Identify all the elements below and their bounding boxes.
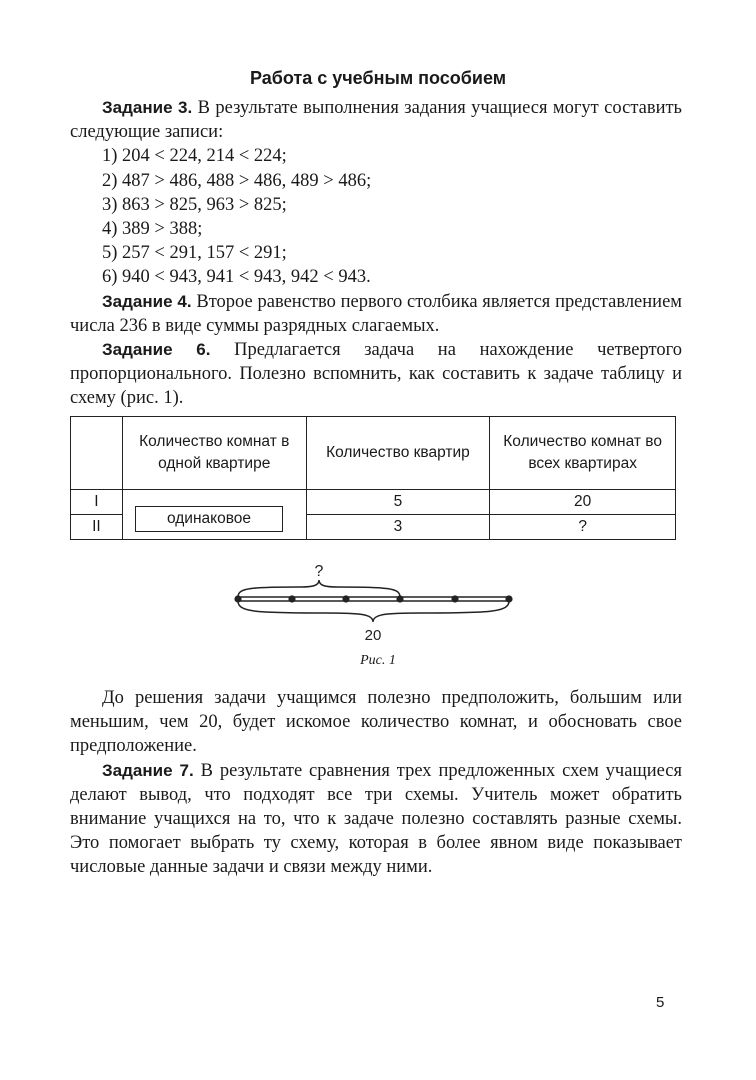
task3-item: 3) 863 > 825, 963 > 825; (102, 194, 287, 215)
task3-label: Задание 3. (102, 98, 193, 117)
page-title: Работа с учебным пособием (249, 68, 507, 88)
top-brace (238, 580, 400, 597)
segment-line (238, 597, 509, 601)
apartments-value: 3 (306, 515, 490, 540)
task4-label: Задание 4. (102, 291, 192, 311)
table-header-apartments: Количество квартир (306, 417, 490, 490)
task3-item: 2) 487 > 486, 488 > 486, 489 > 486; (102, 170, 372, 191)
top-brace-label: ? (314, 563, 324, 580)
task7-label: Задание 7. (102, 760, 194, 780)
task3-item: 5) 257 < 291, 157 < 291; (102, 243, 287, 264)
bottom-brace-label: 20 (364, 627, 382, 644)
task3-item: 1) 204 < 224, 214 < 224; (102, 146, 287, 167)
same-value-box: одинаковое (135, 506, 283, 532)
task4-text: Второе равенство первого столбика является представлением числа 236 в виде суммы разрядных слагаемых. (70, 291, 682, 336)
total-rooms-value: 20 (490, 490, 676, 515)
table-header-rooms-per-apartment: Количество комнат в одной квартире (122, 417, 306, 490)
segment-point (342, 595, 349, 602)
task6-label: Задание 6. (102, 340, 211, 360)
page-number: 5 (656, 994, 665, 1011)
task7-text: В результате сравнения трех предложенных схем учащиеся делают вывод, что подходят все три схемы. Учитель может обратить внимание учащихся на то, что к задаче полезно составлять разные схемы. Это помогает выбрать ту схему, которая в более явном виде показывает числовые данные задачи и связи между ними. (70, 760, 682, 878)
figure-caption: Рис. 1 (360, 653, 396, 668)
task7-paragraph (70, 759, 682, 880)
apartments-value: 5 (306, 490, 490, 515)
task6-text: Предлагается задача на нахождение четвертого пропорционального. Полезно вспомнить, как составить к задаче таблицу и схему (рис. 1). (70, 340, 682, 409)
row-label: I (71, 490, 123, 515)
task3-item: 4) 389 > 388; (102, 219, 203, 240)
after-figure-paragraph: До решения задачи учащимся полезно предположить, большим или меньшим, чем 20, будет искомое количество комнат, и обосновать свое предположение. (70, 688, 682, 757)
total-rooms-value: ? (490, 515, 676, 540)
task3-text: В результате выполнения задания учащиеся могут составить следующие записи: (70, 98, 682, 143)
bottom-brace (238, 601, 509, 622)
segment-point (451, 595, 458, 602)
row-label: II (71, 515, 123, 540)
segment-point (288, 595, 295, 602)
task3-item: 6) 940 < 943, 941 < 943, 942 < 943. (102, 267, 371, 288)
table-header-total-rooms: Количество комнат во всех квартирах (490, 417, 676, 490)
text-block-lower (70, 686, 682, 880)
